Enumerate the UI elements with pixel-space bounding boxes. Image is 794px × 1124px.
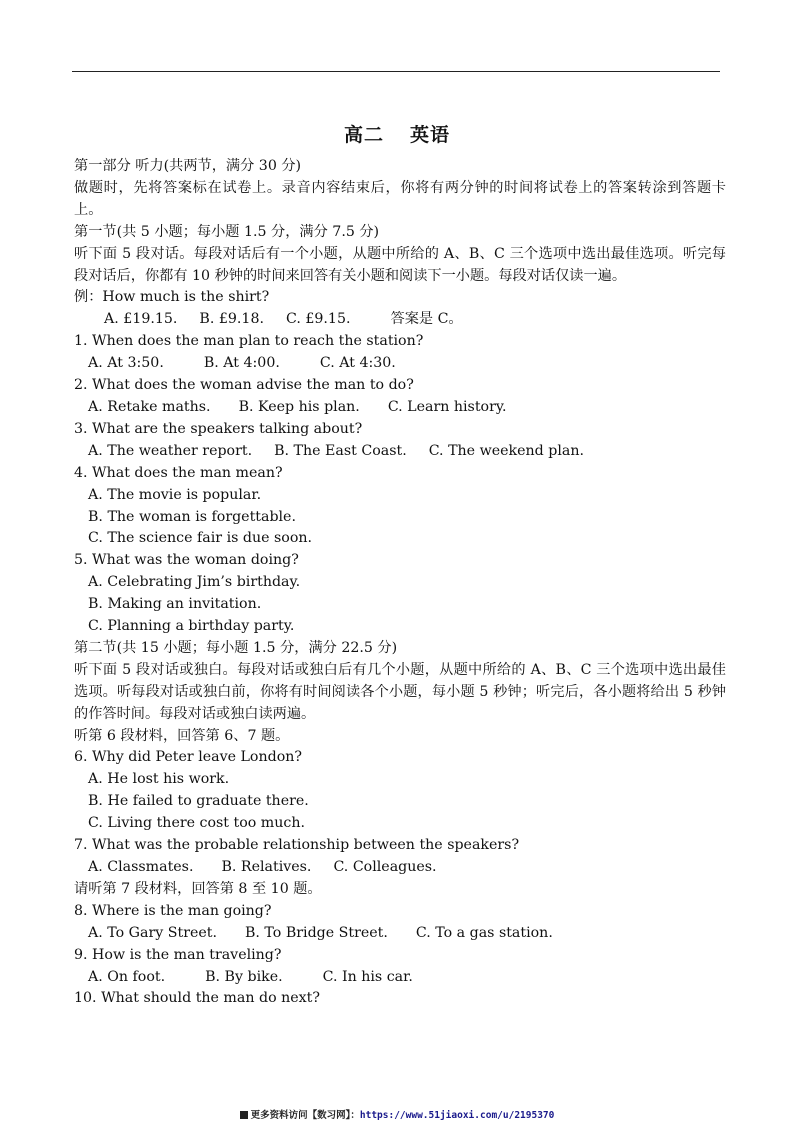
footer-banner <box>0 1107 794 1121</box>
question-7: 7. What was the probable relationship between the speakers? <box>74 837 520 854</box>
option-a: A. Retake maths. <box>88 398 211 415</box>
title-grade: 高二 <box>343 124 384 146</box>
page-title <box>0 120 794 147</box>
option-5b: B. Making an invitation. <box>88 596 262 613</box>
option-5a: A. Celebrating Jim’s birthday. <box>88 574 301 591</box>
option-b: B. Relatives. <box>221 859 312 875</box>
option-5c: C. Planning a birthday party. <box>88 618 295 635</box>
part1-instructions: 做题时，先将答案标在试卷上。录音内容结束后，你将有两分钟的时间将试卷上的答案转涂到答题卡上。 <box>74 179 726 218</box>
option-b: B. Keep his plan. <box>238 398 360 415</box>
option-6a: A. He lost his work. <box>88 771 230 788</box>
option-b: B. At 4:00. <box>203 355 280 372</box>
options-7 <box>74 857 726 879</box>
option-a: A. The weather report. <box>88 442 253 459</box>
option-4b: B. The woman is forgettable. <box>88 508 296 525</box>
question-4: 4. What does the man mean? <box>74 464 283 481</box>
option-c: C. Colleagues. <box>333 859 437 875</box>
flag-icon <box>240 1111 248 1119</box>
option-c: C. To a gas station. <box>415 924 553 941</box>
material-7-note: 请听第 7 段材料，回答第 8 至 10 题。 <box>74 880 322 897</box>
example-answer: 答案是 C。 <box>390 311 463 328</box>
section2-heading: 第二节(共 15 小题；每小题 1.5 分，满分 22.5 分) <box>74 639 398 656</box>
question-8: 8. Where is the man going? <box>74 902 272 919</box>
option-a: A. To Gary Street. <box>88 924 217 941</box>
part1-heading: 第一部分 听力(共两节，满分 30 分) <box>74 158 302 174</box>
option-b: B. To Bridge Street. <box>244 924 388 941</box>
exam-content <box>74 156 726 1010</box>
example-option-a: A. £19.15. <box>104 311 178 328</box>
option-a: A. Classmates. <box>88 859 194 875</box>
material-6-note: 听第 6 段材料，回答第 6、7 题。 <box>74 727 290 744</box>
options-8 <box>74 923 726 945</box>
example-option-c: C. £9.15. <box>286 311 351 328</box>
question-2: 2. What does the woman advise the man to do? <box>74 377 414 394</box>
option-a: A. At 3:50. <box>88 355 164 372</box>
title-subject: 英语 <box>410 124 451 146</box>
option-c: C. Learn history. <box>387 398 507 415</box>
option-c: C. At 4:30. <box>319 355 396 372</box>
question-10: 10. What should the man do next? <box>74 990 320 1007</box>
question-1: 1. When does the man plan to reach the station? <box>74 333 424 350</box>
option-6c: C. Living there cost too much. <box>88 815 305 832</box>
question-9: 9. How is the man traveling? <box>74 946 282 963</box>
options-1 <box>74 353 726 375</box>
example-option-b: B. £9.18. <box>199 311 264 328</box>
option-4a: A. The movie is popular. <box>88 486 262 503</box>
section2-instructions: 听下面 5 段对话或独白。每段对话或独白后有几个小题，从题中所给的 A、B、C 三个选项中选出最佳选项。听每段对话或独白前，你将有时间阅读各个小题，每小题 5 秒钟；听完后，各小题将给出 5 秒钟的作答时间。每段对话或独白读两遍。 <box>74 661 726 722</box>
header-rule <box>72 71 720 72</box>
footer-prefix: 更多资料访问【数习网】： <box>250 1110 360 1121</box>
options-3 <box>74 441 726 463</box>
option-b: B. The East Coast. <box>274 442 407 459</box>
footer-link[interactable]: https://www.51jiaoxi.com/u/2195370 <box>359 1110 555 1121</box>
option-6b: B. He failed to graduate there. <box>88 793 309 810</box>
section1-heading: 第一节(共 5 小题；每小题 1.5 分，满分 7.5 分) <box>74 223 380 240</box>
options-2 <box>74 397 726 419</box>
option-c: C. In his car. <box>322 968 413 985</box>
question-3: 3. What are the speakers talking about? <box>74 420 363 437</box>
option-c: C. The weekend plan. <box>428 442 584 459</box>
question-5: 5. What was the woman doing? <box>74 552 299 569</box>
example-question: 例：How much is the shirt? <box>74 289 270 306</box>
options-9 <box>74 967 726 989</box>
option-4c: C. The science fair is due soon. <box>88 530 313 547</box>
example-options <box>74 309 726 331</box>
section1-instructions: 听下面 5 段对话。每段对话后有一个小题，从题中所给的 A、B、C 三个选项中选出最佳选项。听完每段对话后，你都有 10 秒钟的时间来回答有关小题和阅读下一小题。每段对话仅读一遍。 <box>74 245 726 284</box>
option-a: A. On foot. <box>88 968 166 985</box>
question-6: 6. Why did Peter leave London? <box>74 749 302 766</box>
option-b: B. By bike. <box>205 968 283 985</box>
